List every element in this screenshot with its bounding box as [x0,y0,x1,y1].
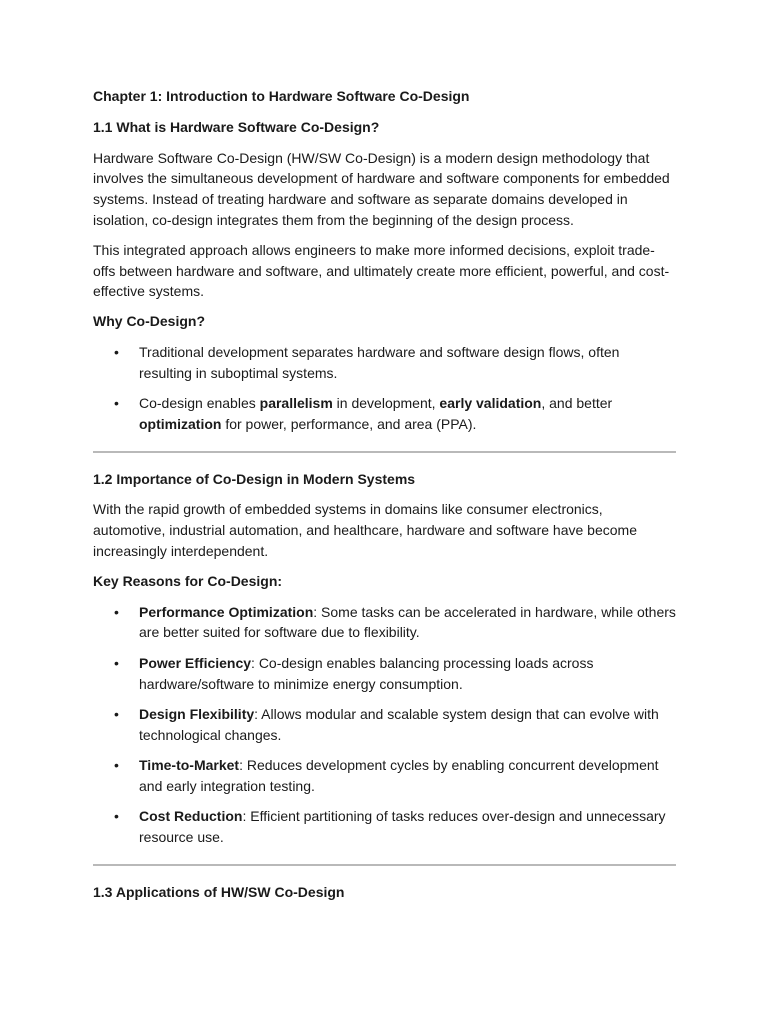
list-item [93,806,676,848]
document-page [93,86,676,902]
section-divider [93,864,676,866]
bullet-text: Co-design enables [139,395,260,412]
why-codesign-heading: Why Co-Design? [93,313,205,330]
section-1-3-heading: 1.3 Applications of HW/SW Co-Design [93,883,345,900]
bullet-text: : Some tasks can be accelerated in hardware, while others are better suited for software due to flexibility. [139,603,676,641]
section-1-1-paragraph-1: Hardware Software Co-Design (HW/SW Co-Design) is a modern design methodology that involves the simultaneous development of hardware and software components for embedded systems. Instead of treating hardware and software as separate domains developed in isolation, co-design integrates them from the beginning of the design process. [93,149,670,228]
list-item [93,653,676,695]
section-1-2-paragraph-1: With the rapid growth of embedded systems in domains like consumer electronics, automotive, industrial automation, and healthcare, hardware and software have become increasingly interdependent. [93,501,637,560]
section-1-2-heading: 1.2 Importance of Co-Design in Modern Systems [93,470,416,487]
bold-term: Design Flexibility [139,705,255,722]
bold-term: parallelism [259,395,333,412]
section-1-1-heading: 1.1 What is Hardware Software Co-Design? [93,118,380,135]
bold-term: Power Efficiency [139,654,252,671]
bullet-text: : Efficient partitioning of tasks reduces over-design and unnecessary resource use. [139,808,666,845]
bullet-text: Traditional development separates hardware and software design flows, often resulting in suboptimal systems. [139,343,620,381]
bullet-text: : Allows modular and scalable system design that can evolve with technological changes. [139,705,659,743]
list-item [93,755,676,797]
section-divider [93,451,676,453]
key-reasons-list [93,602,676,848]
bullet-text: : Reduces development cycles by enabling concurrent development and early integration testing. [139,756,659,794]
why-codesign-list [93,342,676,435]
bold-term: Time-to-Market [139,756,240,773]
chapter-title: Chapter 1: Introduction to Hardware Software Co-Design [93,88,470,104]
bold-term: Cost Reduction [139,808,243,825]
bold-term: early validation [439,395,542,412]
bold-term: optimization [139,415,222,432]
list-item [93,342,676,384]
key-reasons-heading: Key Reasons for Co-Design: [93,572,283,589]
section-1-1-paragraph-2: This integrated approach allows engineers to make more informed decisions, exploit trade-offs between hardware and software, and ultimately create more efficient, powerful, and cost-effective systems. [93,241,670,300]
list-item [93,704,676,746]
bullet-text: : Co-design enables balancing processing loads across hardware/software to minimize energy consumption. [139,654,594,692]
bullet-text: in development, [332,395,440,412]
bullet-text: for power, performance, and area (PPA). [221,415,477,432]
bullet-text: , and better [541,395,613,412]
bold-term: Performance Optimization [139,603,314,620]
list-item [93,393,676,435]
list-item [93,602,676,644]
